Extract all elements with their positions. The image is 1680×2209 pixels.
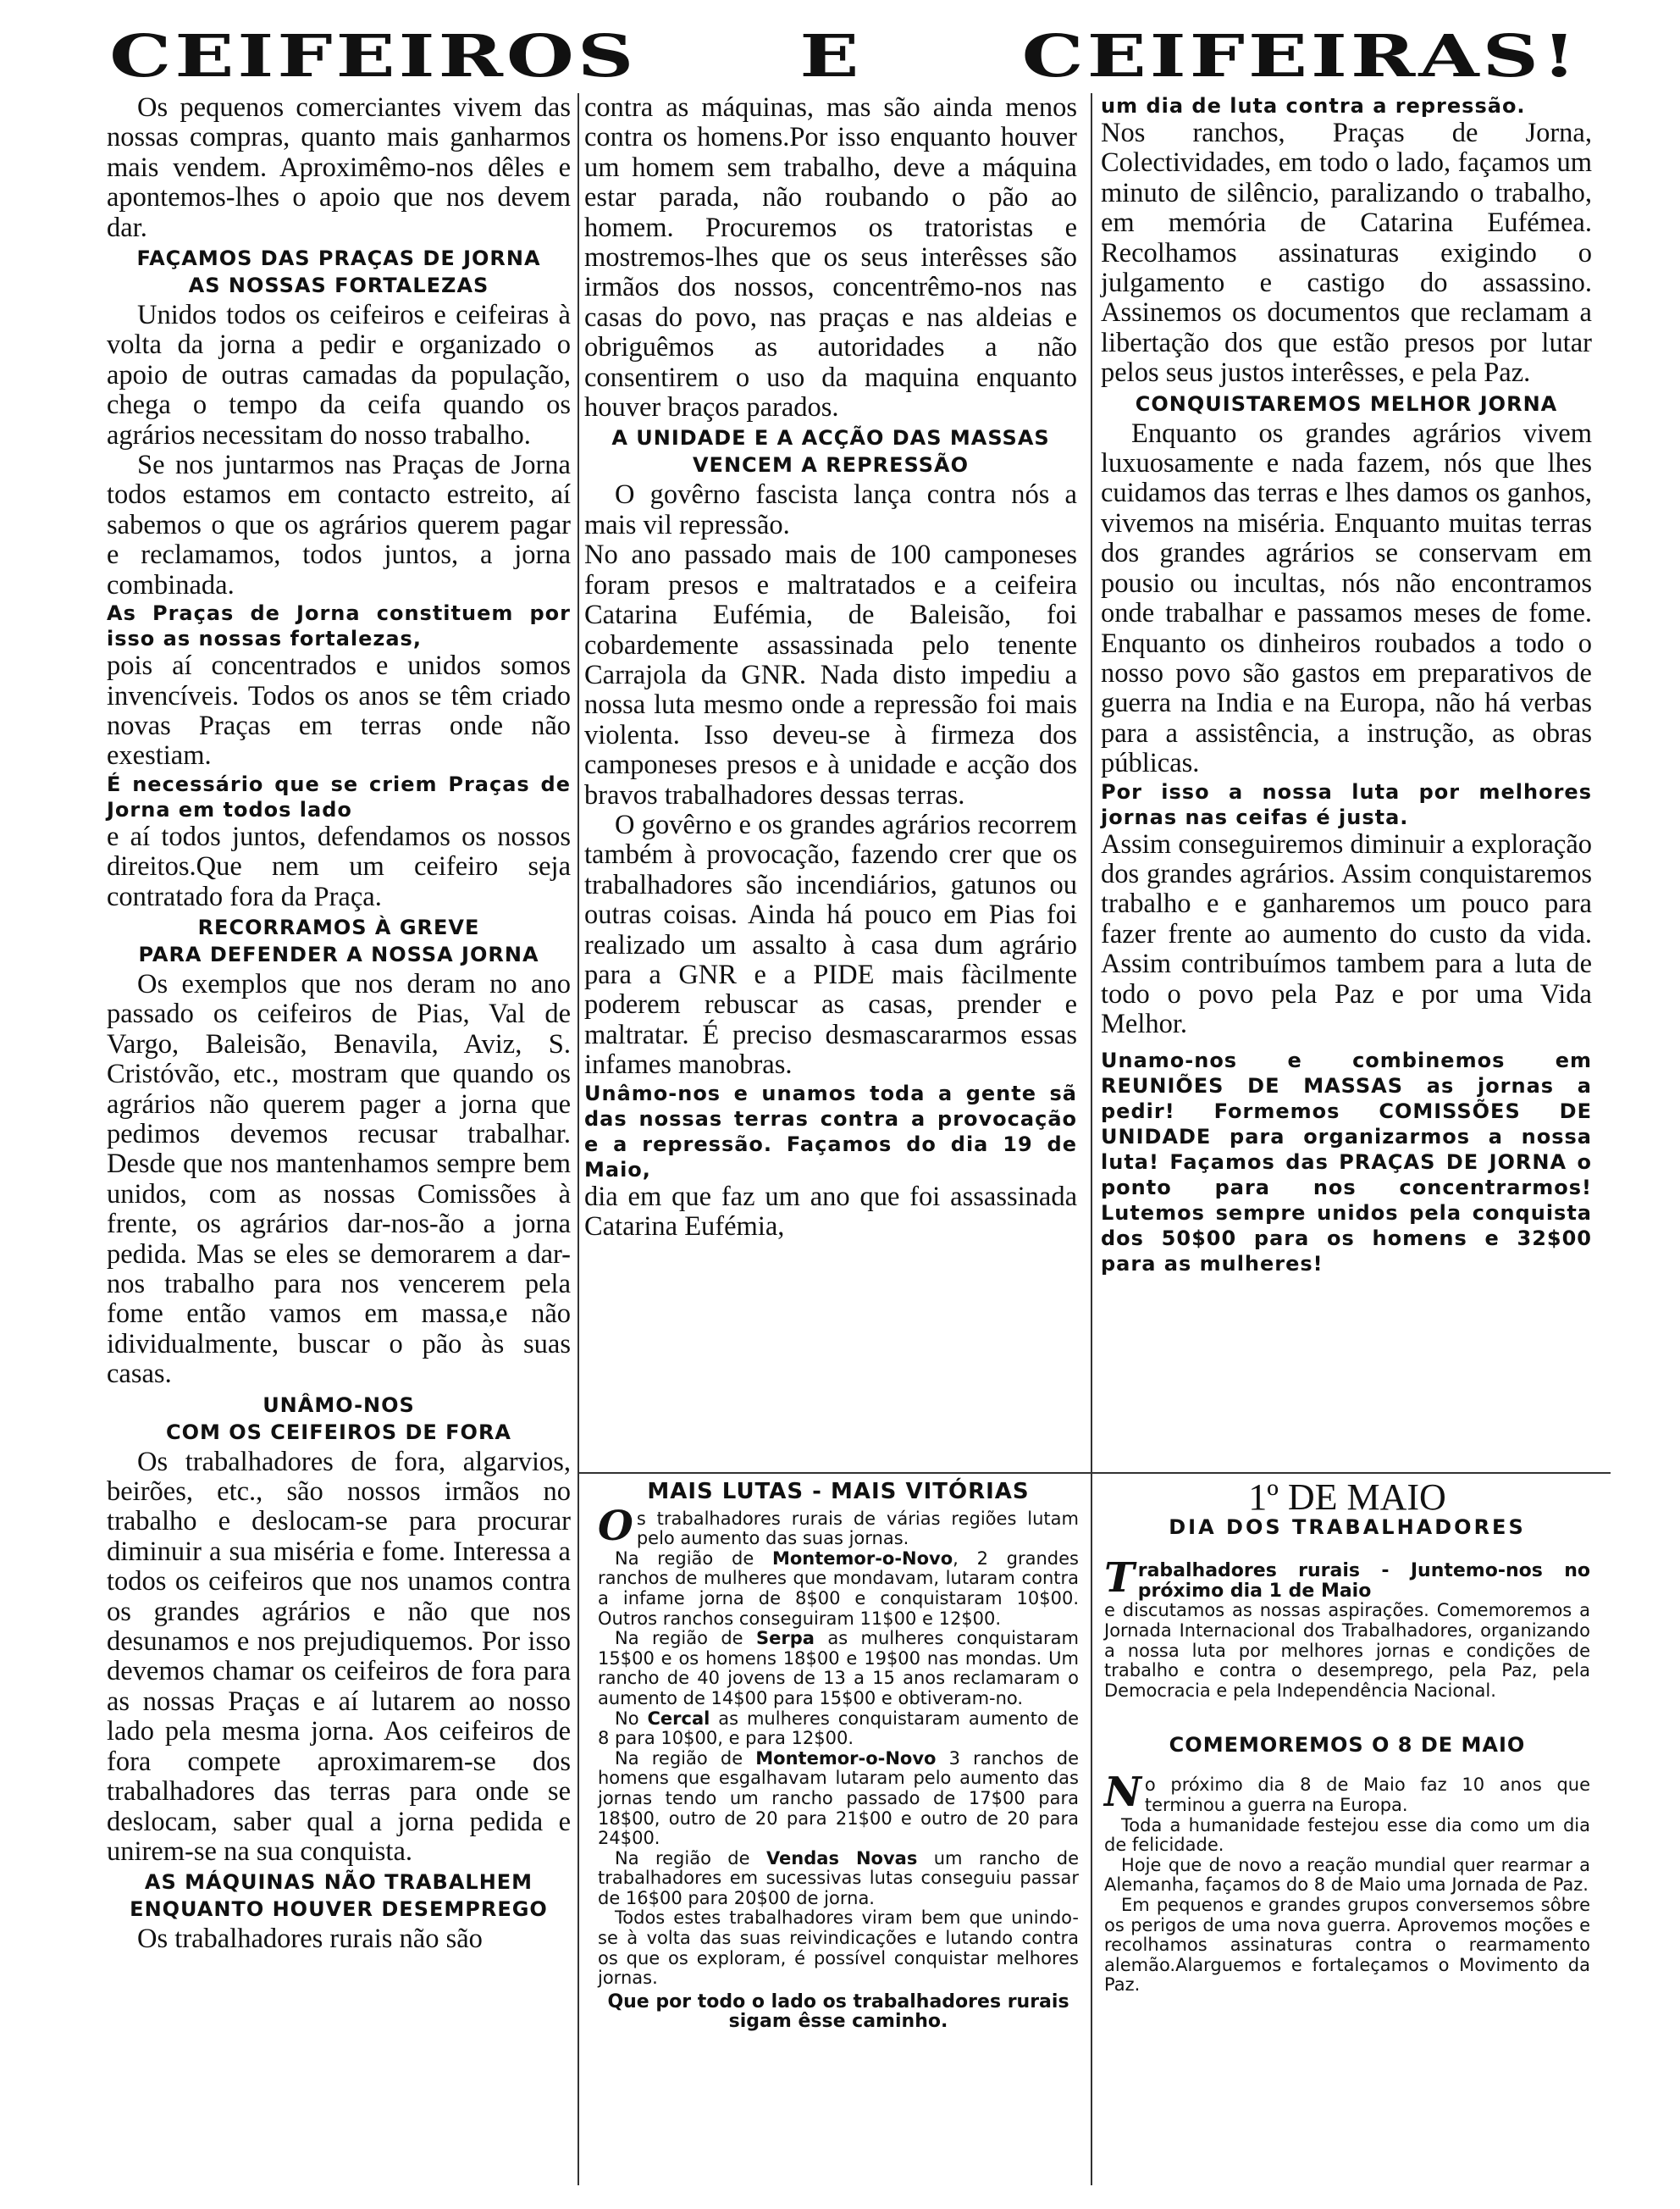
bold-statement: Unâmo-nos e unamos toda a gente sã das nossas terras contra a provocação e a repressão. Façamos do dia 19 de Maio, [584,1081,1077,1182]
heading-line: FAÇAMOS DAS PRAÇAS DE JORNA [136,246,541,271]
box-paragraph: e discutamos as nossas aspirações. Comemoremos a Jornada Internacional dos Trabalhadores, organizando a nossa luta por melhores jornas e condições de trabalho e contra o desemprego, pela Paz, pela Democracia e pela Independência Nacional. [1104,1600,1590,1701]
text: Na região de [615,1628,756,1649]
heading-line: CONQUISTAREMOS MELHOR JORNA [1135,391,1558,416]
text: 3 ranchos de homens que esgalhavam lutaram pelo aumento das jornas tendo um rancho passado de 17$00 para 18$00, outro de 20 para 21$00 e outro de 20 para 24$00. [598,1747,1079,1849]
section-heading-greve [107,914,571,968]
box-subtitle: DIA DOS TRABALHADORES [1169,1514,1526,1539]
text: No [615,1708,648,1729]
text: Na região de [615,1747,756,1769]
bold-statement: As Praças de Jorna constituem por isso as nossas fortalezas, [107,601,571,651]
box-paragraph [598,1629,1079,1708]
heading-line: VENCEM A REPRESSÃO [692,453,970,478]
text: o próximo dia 8 de Maio faz 10 anos que terminou a guerra na Europa. [1144,1774,1590,1815]
text: um rancho de trabalhadores em sucessivas lutas conseguiu passar de 16$00 para 20$00 de jorna. [598,1847,1079,1908]
paragraph: Unidos todos os ceifeiros e ceifeiras à volta da jorna a pedir e organizado o apoio de outras camadas da população, chega o tempo da ceifa quando os agrários necessitam do nosso trabalho. [107,300,571,451]
box-title: 1º DE MAIO [1248,1476,1446,1518]
text: as mulheres conquistaram 15$00 e os homens 18$00 e 19$00 nas mondas. Um rancho de 40 jovens de 13 a 15 anos reclamaram o aumento de 14$00 para 15$00 e obtiveram-no. [598,1628,1079,1708]
masthead-word-1: CEIFEIROS [109,23,638,91]
paragraph: O govêrno e os grandes agrários recorrem também à provocação, fazendo crer que os trabalhadores são incendiários, gatunos ou outras coisas. Ainda há pouco em Pias foi realizado um assalto à casa dum agrário para a GNR e a PIDE mais fàcilmente poderem rebuscar as casas, prender e maltratar. É preciso desmascararmos essas infames manobras. [584,809,1077,1081]
box-title: MAIS LUTAS - MAIS VITÓRIAS [647,1479,1030,1504]
bold-statement: É necessário que se criem Praças de Jorna em todos lado [107,772,571,822]
box-paragraph [598,1549,1079,1629]
drop-cap: T [1104,1554,1135,1603]
box-paragraph [1104,1769,1590,1817]
text: s trabalhadores rurais de várias regiões lutam pelo aumento das suas jornas. [636,1508,1079,1549]
section-heading-unidade [584,424,1077,479]
text: Na região de [615,1547,772,1569]
section-heading-jorna [1101,390,1592,418]
box-paragraph [598,1709,1079,1749]
masthead-word-3: CEIFEIRAS! [1021,23,1580,91]
box-paragraph [598,1502,1079,1550]
text: as mulheres conquistaram aumento de 8 para 10$00, e para 12$00. [598,1708,1079,1749]
text: , 2 grandes ranchos de mulheres que mondavam, lutaram contra a infame jorna de 8$00 e conquistaram 10$00. Outros ranchos conseguiram 11$00 e 12$00. [598,1547,1079,1629]
section-heading-pracas [107,245,571,299]
box-primeiro-maio [1104,1476,1590,1996]
heading-line: COM OS CEIFEIROS DE FORA [166,1420,511,1444]
box-paragraph [598,1749,1079,1849]
section-heading-unamo-nos [107,1392,571,1446]
box-paragraph: Hoje que de novo a reação mundial quer rearmar a Alemanha, façamos do 8 de Maio uma Jornada de Paz. [1104,1854,1590,1896]
heading-line: PARA DEFENDER A NOSSA JORNA [138,942,539,966]
place-name: Cercal [647,1708,710,1729]
column-3 [1101,93,1592,1276]
paragraph: contra as máquinas, mas são ainda menos contra os homens.Por isso enquanto houver um homem sem trabalho, deve a máquina estar parada, não roubando o pão ao homem. Procuremos os tratoristas e mostremos-lhes que os seus interêsses são irmãos dos nossos, concentrêmo-nos nas casas do povo, nas praças e nas aldeias e obriguêmos as autoridades a não consentirem o uso da maquina enquanto houver braços parados. [584,92,1077,424]
paragraph: Assim conseguiremos diminuir a exploração dos grandes agrários. Assim conquistaremos trabalho e e ganharemos um pouco para fazer frente ao aumento do custo da vida. Assim contribuímos tambem para a luta de todo o povo pela Paz e por uma Vida Melhor. [1101,828,1592,1039]
box-divider [1091,1472,1092,2185]
box-top-rule [578,1472,1611,1474]
paragraph: Os exemplos que nos deram no ano passado os ceifeiros de Pias, Val de Vargo, Baleisão, Benavila, Aviz, S. Cristóvão, etc., mostram que quando os agrários não querem pager a jorna que pedimos devemos recusar trabalhar. Desde que nos mantenhamos sempre bem unidos, com as nossas Comissões à frente, os agrários dar-nos-ão a jorna pedida. Mas se eles se demorarem a dar-nos trabalho para nos vencerem pela fome então vamos em massa,e não idividualmente, buscar o pão às suas casas. [107,968,571,1390]
box-paragraph: Todos estes trabalhadores viram bem que unindo-se à volta das suas reivindicações e lutando contra os que os exploram, é possível conquistar melhores jornas. [598,1907,1079,1989]
paragraph: Os trabalhadores rurais não são [137,1924,483,1955]
box-mais-lutas [598,1481,1079,2032]
place-name: Serpa [756,1628,815,1649]
heading-line: UNÂMO-NOS [262,1392,415,1417]
heading-line: AS NOSSAS FORTALEZAS [188,274,489,298]
heading-line: AS MÁQUINAS NÃO TRABALHEM [144,1870,533,1895]
lead-text: rabalhadores rurais - Juntemo-nos no próximo dia 1 de Maio [1137,1560,1590,1602]
paragraph: O govêrno fascista lança contra nós a mais vil repressão. [584,479,1077,540]
bold-statement: um dia de luta contra a repressão. [1101,94,1526,118]
paragraph: Os pequenos comerciantes vivem das nossas compras, quanto mais ganharmos mais vendem. Aproximêmo-nos dêles e apontemos-lhes o apoio que nos devem dar. [107,92,571,243]
column-divider [1091,93,1092,1474]
box-closing: Que por todo o lado os trabalhadores rurais sigam êsse caminho. [607,1990,1069,2033]
paragraph: Enquanto os grandes agrários vivem luxuosamente e nada fazem, nós que lhes cuidamos das terras e lhes damos os ganhos, vivemos na miséria. Enquanto muitas terras dos grandes agrários se conservam em pousio ou incultas, nós não encontramos onde trabalhar e passamos meses de fome. Enquanto os dinheiros roubados a todo o nosso povo são gastos em preparativos de guerra na India e na Europa, não há verbas para a assistência, a instrução, as obras públicas. [1101,418,1592,779]
column-divider [578,93,579,2185]
drop-cap: O [598,1502,633,1550]
place-name: Montemor-o-Novo [755,1747,937,1769]
box-heading: COMEMOREMOS O 8 DE MAIO [1169,1733,1526,1758]
paragraph: pois aí concentrados e unidos somos invencíveis. Todos os anos se têm criado novas Praças em terras onde não exestiam. [107,651,571,772]
heading-line: ENQUANTO HOUVER DESEMPREGO [130,1897,548,1922]
box-paragraph: Em pequenos e grandes grupos conversemos sôbre os perigos de uma nova guerra. Aprovemos moções e recolhamos assinaturas contra o rearmamento alemão.Alarguemos e fortaleçamos o Movimento da Paz. [1104,1894,1590,1996]
masthead [109,19,1580,95]
masthead-word-2: E [799,23,863,91]
column-2 [584,93,1077,1242]
column-1 [107,93,571,1955]
box-paragraph [598,1849,1079,1909]
paragraph: Se nos juntarmos nas Praças de Jorna todos estamos em contacto estreito, aí sabemos o que os agrários querem pagar e reclamamos, todos juntos, a jorna combinada. [107,450,571,601]
drop-cap: N [1104,1769,1141,1817]
heading-line: A UNIDADE E A ACÇÃO DAS MASSAS [611,426,1050,451]
paragraph: e aí todos juntos, defendamos os nossos direitos.Que nem um ceifeiro seja contratado fora da Praça. [107,821,571,912]
box-paragraph: Toda a humanidade festejou esse dia como um dia de felicidade. [1104,1814,1590,1856]
place-name: Montemor-o-Novo [771,1547,953,1569]
box-paragraph [1104,1554,1590,1603]
paragraph: Os trabalhadores de fora, algarvios, beirões, etc., são nossos irmãos no trabalho e deslocam-se para procurar diminuir a sua miséria e fome. Interessa a todos os ceifeiros que nos unamos contra os grandes agrários e não que nos desunamos e nos prejudiquemos. Por isso devemos chamar os ceifeiros de fora para as nossas Praças e aí lutarem ao nosso lado pela mesma jorna. Aos ceifeiros de fora compete aproximarem-se dos trabalhadores das terras para onde se deslocam, saber qual a jorna pedida e unirem-se na sua conquista. [107,1446,571,1867]
section-heading-maquinas [107,1869,571,1923]
place-name: Vendas Novas [765,1847,918,1869]
heading-line: RECORRAMOS À GREVE [197,915,480,939]
paragraph: Nos ranchos, Praças de Jorna, Colectividades, em todo o lado, façamos um minuto de silêncio, paralizando o trabalho, em memória de Catarina Eufémea. Recolhamos assinaturas exigindo o julgamento e castigo do assassino. Assinemos os documentos que reclamam a libertação dos que estão presos por lutar pelos seus justos interêsses, e pela Paz. [1101,118,1592,389]
call-to-action: Unamo-nos e combinemos em REUNIÕES DE MASSAS as jornas a pedir! Formemos COMISSÕES DE UNIDADE para organizarmos a nossa luta! Façamos das PRAÇAS DE JORNA o ponto para nos concentrarmos! Lutemos sempre unidos pela conquista dos 50$00 para os homens e 32$00 para as mulheres! [1101,1049,1592,1276]
bold-statement: Por isso a nossa luta por melhores jornas nas ceifas é justa. [1101,779,1592,829]
text: Na região de [615,1847,766,1869]
paragraph: dia em que faz um ano que foi assassinada Catarina Eufémia, [584,1181,1077,1242]
paragraph: No ano passado mais de 100 camponeses foram presos e maltratados e a ceifeira Catarina Eufémia, de Baleisão, foi cobardemente assassinada pelo tenente Carrajola da GNR. Nada disto impediu a nossa luta mesmo onde a repressão foi mais violenta. Isso deveu-se à firmeza dos camponeses presos e à unidade e acção dos bravos trabalhadores dessas terras. [584,540,1077,811]
